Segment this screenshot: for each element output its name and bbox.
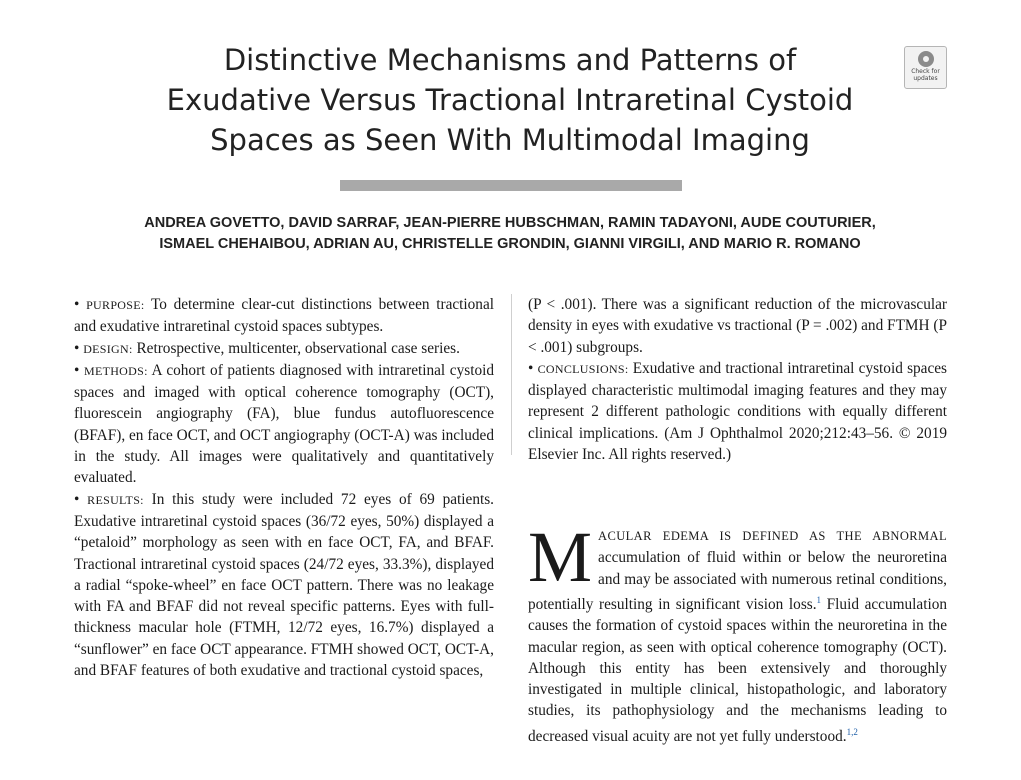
abstract-results — [74, 489, 494, 682]
author-line: ANDREA GOVETTO, DAVID SARRAF, JEAN-PIERRE HUBSCHMAN, RAMIN TADAYONI, AUDE COUTURIER, — [144, 215, 876, 231]
abstract-results-continued: (P < .001). There was a significant reduction of the microvascular density in eyes with exudative vs tractional (P = .002) and FTMH (P < .001) subgroups. — [528, 296, 947, 356]
section-text: A cohort of patients diagnosed with intraretinal cystoid spaces and imaged with optical coherence tomography (OCT), fluorescein angiography (FA), blue fundus autofluorescence (BFAF), en face OCT, and OCT angiography (OCT-A) was included in the study. All images were qualitatively and quantitatively evaluated. — [74, 361, 494, 487]
title-line: Exudative Versus Tractional Intraretinal Cystoid — [166, 83, 854, 117]
abstract-left-column — [74, 294, 494, 681]
article-title — [110, 40, 910, 160]
section-text: In this study were included 72 eyes of 69 patients. Exudative intraretinal cystoid spaces (36/72 eyes, 50%) displayed a “petaloid” morphology as seen with en face OCT, FA, and BFAF. Tractional intraretinal cystoid spaces (24/72 eyes, 33.3%), displayed a radial “spoke-wheel” en face OCT pattern. There was no leakage with FA and BFAF did not reveal specific patterns. Eyes with full-thickness macular hole (FTMH, 12/72 eyes, 16.7%) displayed a “sunflower” en face OCT appearance. FTMH showed OCT, OCT-A, and BFAF features of both exudative and tractional cystoid spaces, — [74, 490, 494, 680]
abstract-right-column — [528, 294, 947, 465]
title-line: Distinctive Mechanisms and Patterns of — [223, 43, 797, 77]
abstract-purpose — [74, 294, 494, 338]
lead-in-text: ACULAR EDEMA IS DEFINED AS THE ABNORMAL — [598, 529, 947, 543]
bullet: • — [74, 296, 80, 313]
title-divider — [340, 180, 682, 191]
introduction-paragraph — [528, 517, 947, 747]
section-label: CONCLUSIONS: — [537, 361, 629, 376]
abstract-methods — [74, 360, 494, 489]
reference-link[interactable]: 1,2 — [846, 726, 858, 737]
section-label: DESIGN: — [83, 341, 133, 356]
check-for-updates-button[interactable] — [904, 46, 947, 89]
drop-cap: M — [528, 517, 593, 597]
bullet: • — [528, 359, 534, 377]
reference-link[interactable]: 1 — [816, 594, 822, 605]
section-label: RESULTS: — [87, 492, 144, 507]
section-text: Exudative and tractional intraretinal cystoid spaces displayed characteristic multimodal imaging features and they may represent 2 different pathologic conditions with equally different clinical implications. (Am J Ophthalmol 2020;212:43–56. © 2019 Elsevier Inc. All rights reserved.) — [528, 359, 947, 464]
column-divider — [511, 294, 512, 455]
check-for-updates-icon — [918, 51, 934, 67]
author-list — [60, 213, 960, 255]
body-text: accumulation of fluid within or below the neuroretina and may be associated with numerous retinal conditions, potentially resulting in significant vision loss. — [528, 549, 947, 613]
bullet: • — [74, 339, 80, 357]
abstract-conclusions — [528, 358, 947, 465]
body-text: Fluid accumulation causes the formation of cystoid spaces within the neuroretina in the macular region, as seen with optical coherence tomography (OCT). Although this entity has been extensively and thoroughly investigated in multiple clinical, histopathologic, and laboratory studies, its pathophysiology and the mechanisms leading to decreased visual acuity are not yet fully understood. — [528, 595, 947, 745]
section-label: PURPOSE: — [86, 298, 145, 312]
section-text: To determine clear-cut distinctions between tractional and exudative intraretinal cystoid spaces subtypes. — [74, 296, 494, 336]
badge-label-line2: updates — [913, 75, 938, 82]
section-text: Retrospective, multicenter, observational case series. — [136, 339, 460, 357]
bullet: • — [74, 361, 80, 379]
author-line: ISMAEL CHEHAIBOU, ADRIAN AU, CHRISTELLE GRONDIN, GIANNI VIRGILI, AND MARIO R. ROMANO — [159, 236, 861, 252]
abstract-design — [74, 338, 494, 360]
badge-label-line1: Check for — [911, 68, 940, 75]
section-label: METHODS: — [83, 363, 148, 378]
bullet: • — [74, 490, 80, 508]
title-line: Spaces as Seen With Multimodal Imaging — [210, 123, 810, 157]
